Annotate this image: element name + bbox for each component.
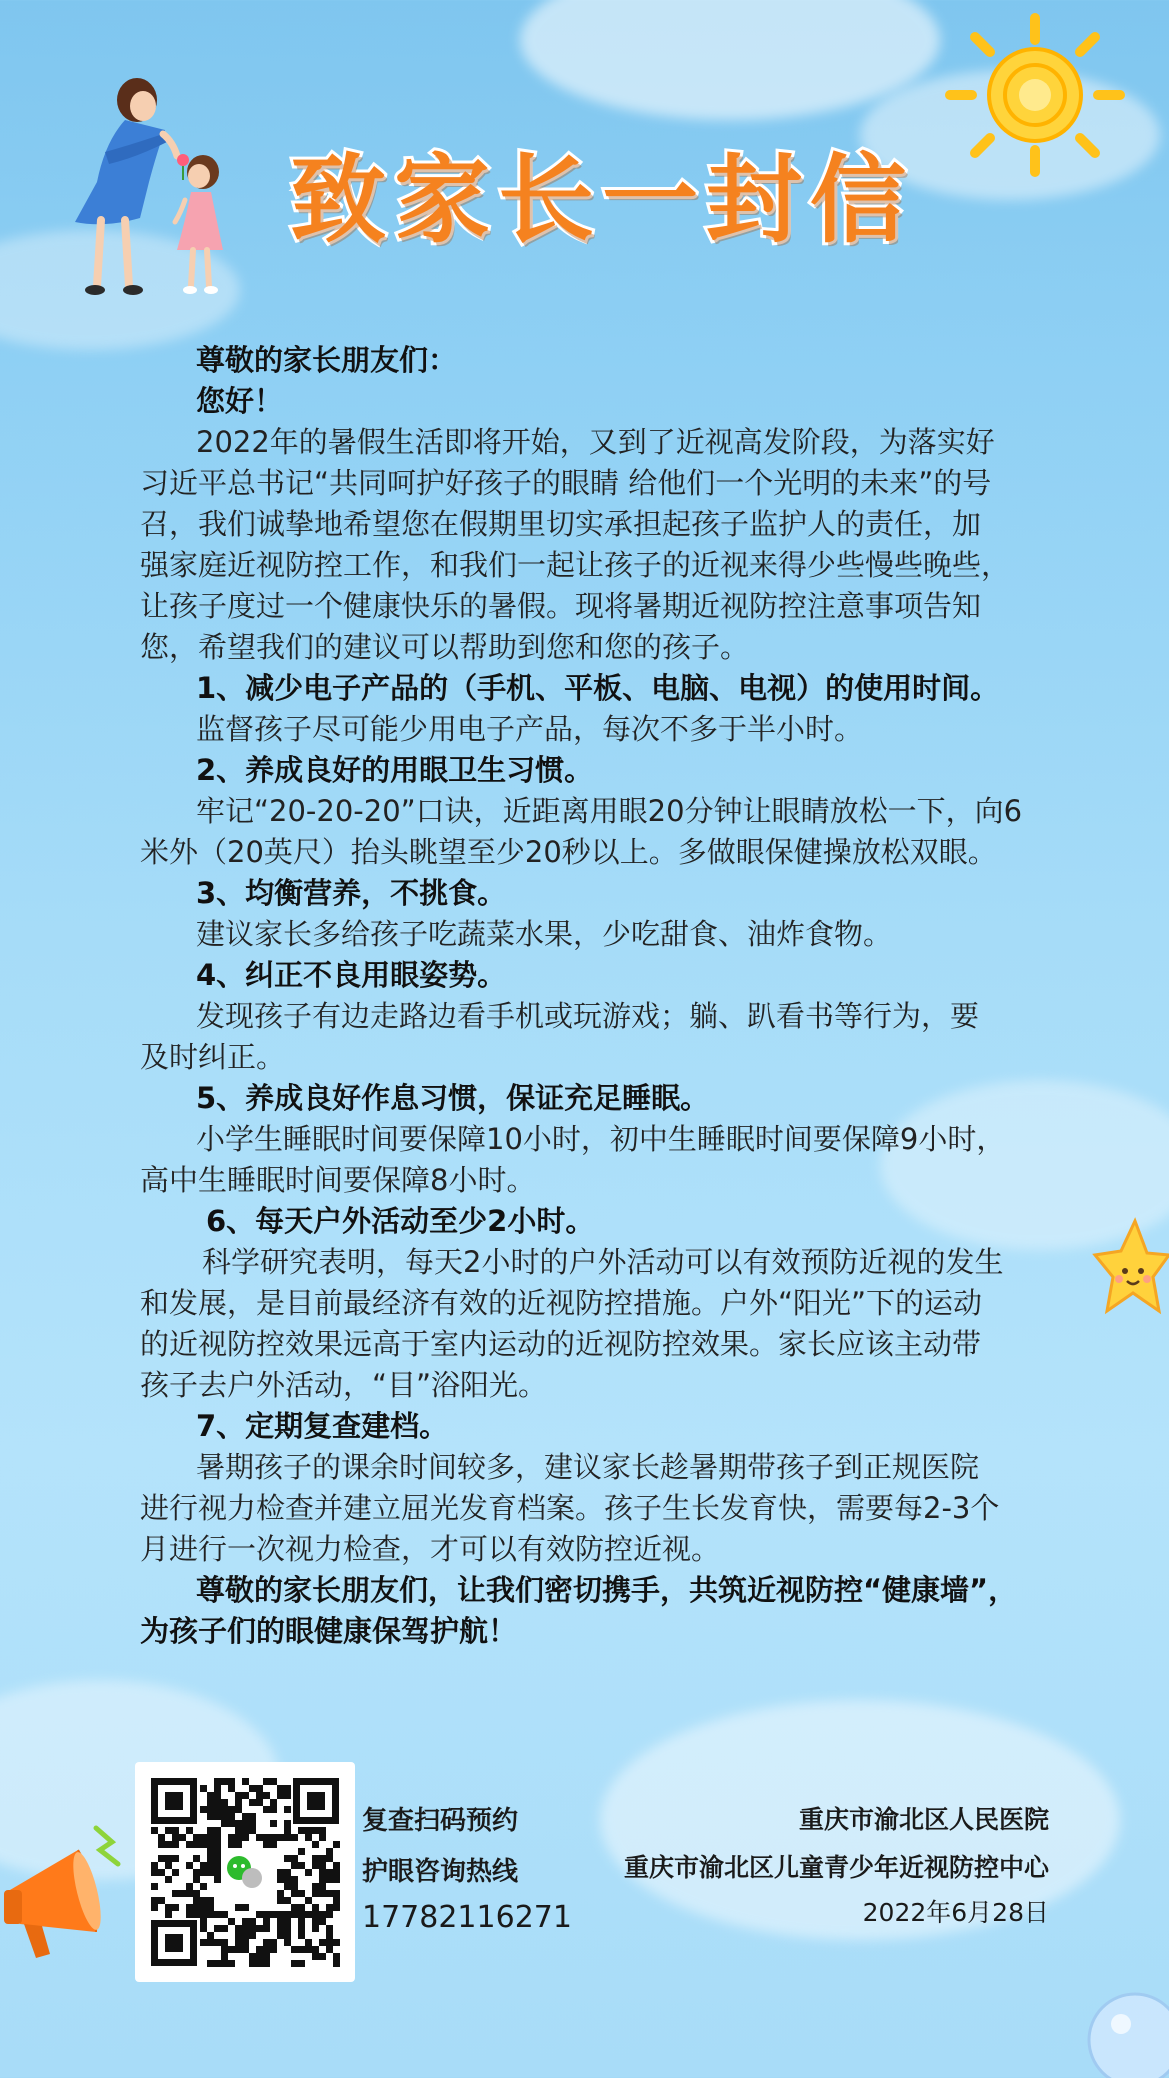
letter-heading-line: 您好！	[196, 384, 284, 418]
letter-text-line: 暑期孩子的课余时间较多，建议家长趁暑期带孩子到正规医院	[196, 1450, 980, 1484]
letter-heading-line: 4、纠正不良用眼姿势。	[196, 958, 507, 992]
qr-code-icon	[135, 1762, 355, 1982]
qr-code-card	[135, 1762, 355, 1982]
letter-text-line: 2022年的暑假生活即将开始，又到了近视高发阶段，为落实好	[196, 425, 995, 459]
letter-heading-line: 3、均衡营养，不挑食。	[196, 876, 507, 910]
letter-text-line: 月进行一次视力检查，才可以有效防控近视。	[140, 1532, 721, 1566]
letter-text-line: 小学生睡眠时间要保障10小时，初中生睡眠时间要保障9小时，	[196, 1122, 1006, 1156]
letter-text-line: 孩子去户外活动，“目”浴阳光。	[140, 1368, 548, 1402]
megaphone-icon	[0, 1820, 135, 1970]
sun-icon	[940, 10, 1130, 180]
letter-text-line: 高中生睡眠时间要保障8小时。	[140, 1163, 536, 1197]
letter-heading-line: 为孩子们的眼健康保驾护航！	[140, 1614, 518, 1648]
letter-body	[140, 340, 1080, 1652]
letter-text-line: 的近视防控效果远高于室内运动的近视防控效果。家长应该主动带	[140, 1327, 982, 1361]
letter-text-line: 及时纠正。	[140, 1040, 286, 1074]
letter-text-line: 您，希望我们的建议可以帮助到您和您的孩子。	[140, 630, 750, 664]
mother-daughter-illustration	[45, 72, 245, 300]
cloud	[520, 0, 940, 120]
letter-heading-line: 6、每天户外活动至少2小时。	[206, 1204, 595, 1238]
letter-text-line: 科学研究表明，每天2小时的户外活动可以有效预防近视的发生	[202, 1245, 1004, 1279]
page-title: 致家长一封信	[290, 144, 914, 256]
letter-text-line: 米外（20英尺）抬头眺望至少20秒以上。多做眼保健操放松双眼。	[140, 835, 997, 869]
letter-text-line: 召，我们诚挚地希望您在假期里切实承担起孩子监护人的责任，加	[140, 507, 982, 541]
letter-text-line: 让孩子度过一个健康快乐的暑假。现将暑期近视防控注意事项告知	[140, 589, 982, 623]
hotline-label: 护眼咨询热线	[362, 1857, 519, 1887]
letter-heading-line: 5、养成良好作息习惯，保证充足睡眠。	[196, 1081, 710, 1115]
letter-text-line: 习近平总书记“共同呵护好孩子的眼睛 给他们一个光明的未来”的号	[140, 466, 992, 500]
letter-date: 2022年6月28日	[862, 1898, 1049, 1927]
letter-text-line: 强家庭近视防控工作，和我们一起让孩子的近视来得少些慢些晚些，	[140, 548, 1011, 582]
letter-heading-line: 1、减少电子产品的（手机、平板、电脑、电视）的使用时间。	[196, 671, 1000, 705]
letter-text-line: 和发展，是目前最经济有效的近视防控措施。户外“阳光”下的运动	[140, 1286, 983, 1320]
letter-text-line: 牢记“20-20-20”口诀，近距离用眼20分钟让眼睛放松一下，向6	[196, 794, 1023, 828]
letter-text-line: 建议家长多给孩子吃蔬菜水果，少吃甜食、油炸食物。	[196, 917, 893, 951]
letter-heading-line: 2、养成良好的用眼卫生习惯。	[196, 753, 594, 787]
letter-heading-line: 尊敬的家长朋友们：	[196, 343, 458, 377]
scan-appointment-label: 复查扫码预约	[362, 1806, 519, 1836]
hotline-phone: 17782116271	[362, 1900, 572, 1935]
myopia-center-name: 重庆市渝北区儿童青少年近视防控中心	[623, 1853, 1049, 1882]
hospital-name: 重庆市渝北区人民医院	[798, 1805, 1049, 1834]
letter-text-line: 发现孩子有边走路边看手机或玩游戏；躺、趴看书等行为，要	[196, 999, 980, 1033]
letter-heading-line: 尊敬的家长朋友们，让我们密切携手，共筑近视防控“健康墙”，	[196, 1573, 1018, 1607]
bubble-decoration	[1085, 1990, 1169, 2078]
letter-heading-line: 7、定期复查建档。	[196, 1409, 449, 1443]
letter-text-line: 监督孩子尽可能少用电子产品，每次不多于半小时。	[196, 712, 864, 746]
star-icon	[1085, 1215, 1169, 1325]
letter-text-line: 进行视力检查并建立屈光发育档案。孩子生长发育快，需要每2-3个	[140, 1491, 1000, 1525]
